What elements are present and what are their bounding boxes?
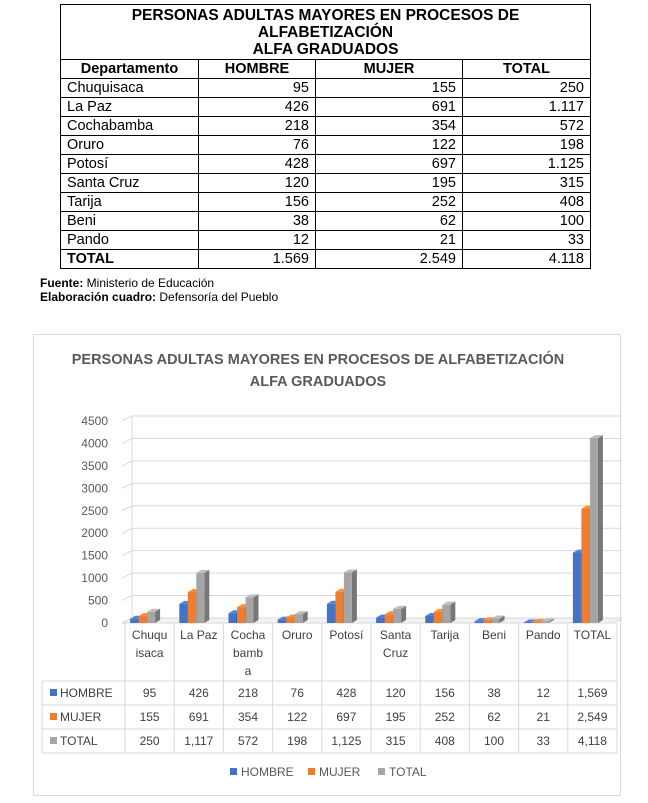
bar [246,594,259,623]
legend-swatch [378,768,385,775]
data-label: 2,549 [577,710,608,724]
table-cell: 120 [199,174,316,193]
data-label: 1,569 [577,686,608,700]
data-label: 250 [139,734,160,748]
bar-front [139,616,147,623]
credit-note [40,290,278,304]
gridline [122,483,622,488]
column-header: Departamento [61,60,199,79]
y-tick-label: 2500 [81,503,108,518]
table-cell: 354 [316,117,463,136]
data-label: 1,125 [331,734,362,748]
data-label: 218 [237,686,259,700]
series-name: TOTAL [60,734,98,748]
bar-front [434,612,442,623]
table-title [61,5,591,60]
legend-key-swatch [50,713,57,720]
bar-front [196,573,204,623]
bar-front [335,592,343,623]
bar [344,570,357,624]
bar-side [204,570,209,623]
data-label: 100 [483,734,505,748]
table-row [61,79,591,98]
data-label: 572 [237,734,259,748]
bar-front [483,620,491,623]
bar-front [286,618,294,623]
bar-front [492,619,500,623]
table-cell: 122 [316,136,463,155]
y-tick-label: 1000 [81,571,108,586]
bar [196,570,209,623]
table-cell: 195 [316,174,463,193]
bar-front [573,553,581,623]
bar-front [130,619,138,623]
legend-label: HOMBRE [241,765,294,779]
bar-front [376,618,384,623]
gridline [122,506,622,511]
data-label: 155 [139,710,160,724]
table-cell: Oruro [61,136,199,155]
bar-front [179,604,187,623]
legend-key-swatch [50,689,57,696]
category-label: Beni [481,628,507,642]
data-label: 33 [536,734,550,748]
table-cell: Potosí [61,155,199,174]
category-label: Santa [379,628,412,642]
table-cell: 691 [316,98,463,117]
data-label: 697 [336,710,357,724]
bar [442,602,455,623]
table-cell: 408 [463,193,591,212]
table-cell: Cochabamba [61,117,199,136]
bar-front [524,622,532,623]
category-label: Tarija [430,628,460,642]
table-cell: 2.549 [316,250,463,269]
category-label: Chuqu [131,628,168,642]
series-name: HOMBRE [60,686,113,700]
data-label: 38 [487,686,501,700]
table-cell: Chuquisaca [61,79,199,98]
table-cell: Pando [61,231,199,250]
gridline [122,438,622,443]
table-row [61,231,591,250]
gridline [122,461,622,466]
column-header: TOTAL [463,60,591,79]
data-label: 252 [434,710,455,724]
bars [130,435,603,623]
table-cell: 426 [199,98,316,117]
table-header-row [61,60,591,79]
data-label: 195 [385,710,406,724]
data-label: 122 [287,710,308,724]
table-cell: 62 [316,212,463,231]
table-cell: 252 [316,193,463,212]
table-cell: 4.118 [463,250,591,269]
data-label: 315 [385,734,406,748]
bar-side [401,606,406,623]
source-value: Ministerio de Educación [83,276,215,290]
table-row [61,155,591,174]
table-row [61,98,591,117]
table-cell: 155 [316,79,463,98]
legend-key-swatch [50,737,57,744]
gridline [122,416,622,421]
category-label: Cruz [382,646,409,660]
table-cell: 38 [199,212,316,231]
data-label: 691 [188,710,209,724]
bar-side [352,570,357,624]
bar [393,606,406,623]
source-label: Fuente: [40,276,84,290]
category-label: Cocha [230,628,266,642]
gridline [122,528,622,533]
table-cell: 100 [463,212,591,231]
table-cell: 198 [463,136,591,155]
bar-front [541,622,549,623]
table-row [61,212,591,231]
table-cell: 572 [463,117,591,136]
y-tick-label: 500 [87,593,108,608]
table-title-line: PERSONAS ADULTAS MAYORES EN PROCESOS DE [131,7,520,24]
data-label: 62 [487,710,501,724]
bar-front [237,607,245,623]
source-note [40,276,214,290]
chart-frame [33,334,621,796]
bar-front [442,605,450,623]
table-cell: 33 [463,231,591,250]
table-cell: 95 [199,79,316,98]
bar-front [475,621,483,623]
table-cell: 315 [463,174,591,193]
category-label: isaca [135,646,164,660]
data-label: 426 [188,686,209,700]
bar [147,609,160,623]
table-cell: 1.125 [463,155,591,174]
y-axis [81,414,108,630]
data-label: 198 [287,734,308,748]
table-body [61,79,591,250]
table-cell: Santa Cruz [61,174,199,193]
credit-value: Defensoría del Pueblo [156,290,279,304]
table-cell: Beni [61,212,199,231]
table-cell: 1.117 [463,98,591,117]
credit-label: Elaboración cuadro: [40,290,157,304]
legend [230,765,427,779]
series-name: MUJER [60,710,102,724]
table-cell: TOTAL [61,250,199,269]
chart-subtitle: ALFA GRADUADOS [249,374,387,390]
category-label: a [244,664,252,678]
y-tick-label: 3000 [81,481,108,496]
legend-label: MUJER [319,765,361,779]
chart-data-table [42,623,617,753]
bar-front [532,622,540,623]
table-title-line: ALFA GRADUADOS [252,41,399,58]
y-tick-label: 1500 [81,548,108,563]
data-label: 21 [536,710,550,724]
data-table [60,4,591,269]
table-total-row [61,250,591,269]
data-label: 4,118 [577,734,607,748]
gridline [122,551,622,556]
data-label: 12 [536,686,550,700]
bar-front [147,612,155,623]
table-cell: Tarija [61,193,199,212]
table-cell: La Paz [61,98,199,117]
table-cell: 250 [463,79,591,98]
bar-front [246,597,254,623]
bar-front [188,592,196,623]
table-cell: 156 [199,193,316,212]
bar-side [598,435,603,623]
bar-front [393,609,401,623]
chart-title: PERSONAS ADULTAS MAYORES EN PROCESOS DE ALFABETIZACIÓN [71,352,565,368]
category-label: TOTAL [573,628,612,642]
data-label: 76 [290,686,304,700]
bar [590,435,603,623]
bar-front [327,604,335,623]
bar-front [590,438,598,623]
bar-front [229,613,237,623]
table-title-row [61,5,591,60]
bar-chart [34,335,622,797]
table-row [61,117,591,136]
bar-front [278,620,286,623]
table-cell: 12 [199,231,316,250]
category-label: Potosí [329,628,364,642]
category-label: bamb [232,646,264,660]
bar-front [295,614,303,623]
bar-front [581,509,589,623]
data-label: 408 [434,734,455,748]
category-label: Oruro [281,628,313,642]
data-label: 428 [336,686,357,700]
column-header: HOMBRE [199,60,316,79]
y-tick-label: 2000 [81,526,108,541]
data-label: 120 [385,686,406,700]
y-tick-label: 4500 [81,414,108,428]
table-cell: 1.569 [199,250,316,269]
legend-swatch [308,768,315,775]
bar-side [450,602,455,623]
y-tick-label: 3500 [81,458,108,473]
y-tick-label: 4000 [81,436,108,451]
y-tick-label: 0 [101,616,108,630]
table-cell: 428 [199,155,316,174]
category-label: La Paz [180,628,218,642]
table-cell: 218 [199,117,316,136]
data-label: 156 [434,686,455,700]
table-cell: 21 [316,231,463,250]
legend-swatch [230,768,237,775]
table-cell: 76 [199,136,316,155]
data-label: 354 [237,710,259,724]
table-row [61,136,591,155]
table-row [61,174,591,193]
data-label: 95 [142,686,157,700]
table-title-line: ALFABETIZACIÓN [257,24,394,41]
category-label: Pando [525,628,561,642]
table-row [61,193,591,212]
bar-front [385,614,393,623]
bar-front [425,616,433,623]
column-header: MUJER [316,60,463,79]
data-label: 1,117 [184,734,214,748]
legend-label: TOTAL [389,765,427,779]
bar-side [254,594,259,623]
table-cell: 697 [316,155,463,174]
bar-front [344,573,352,624]
